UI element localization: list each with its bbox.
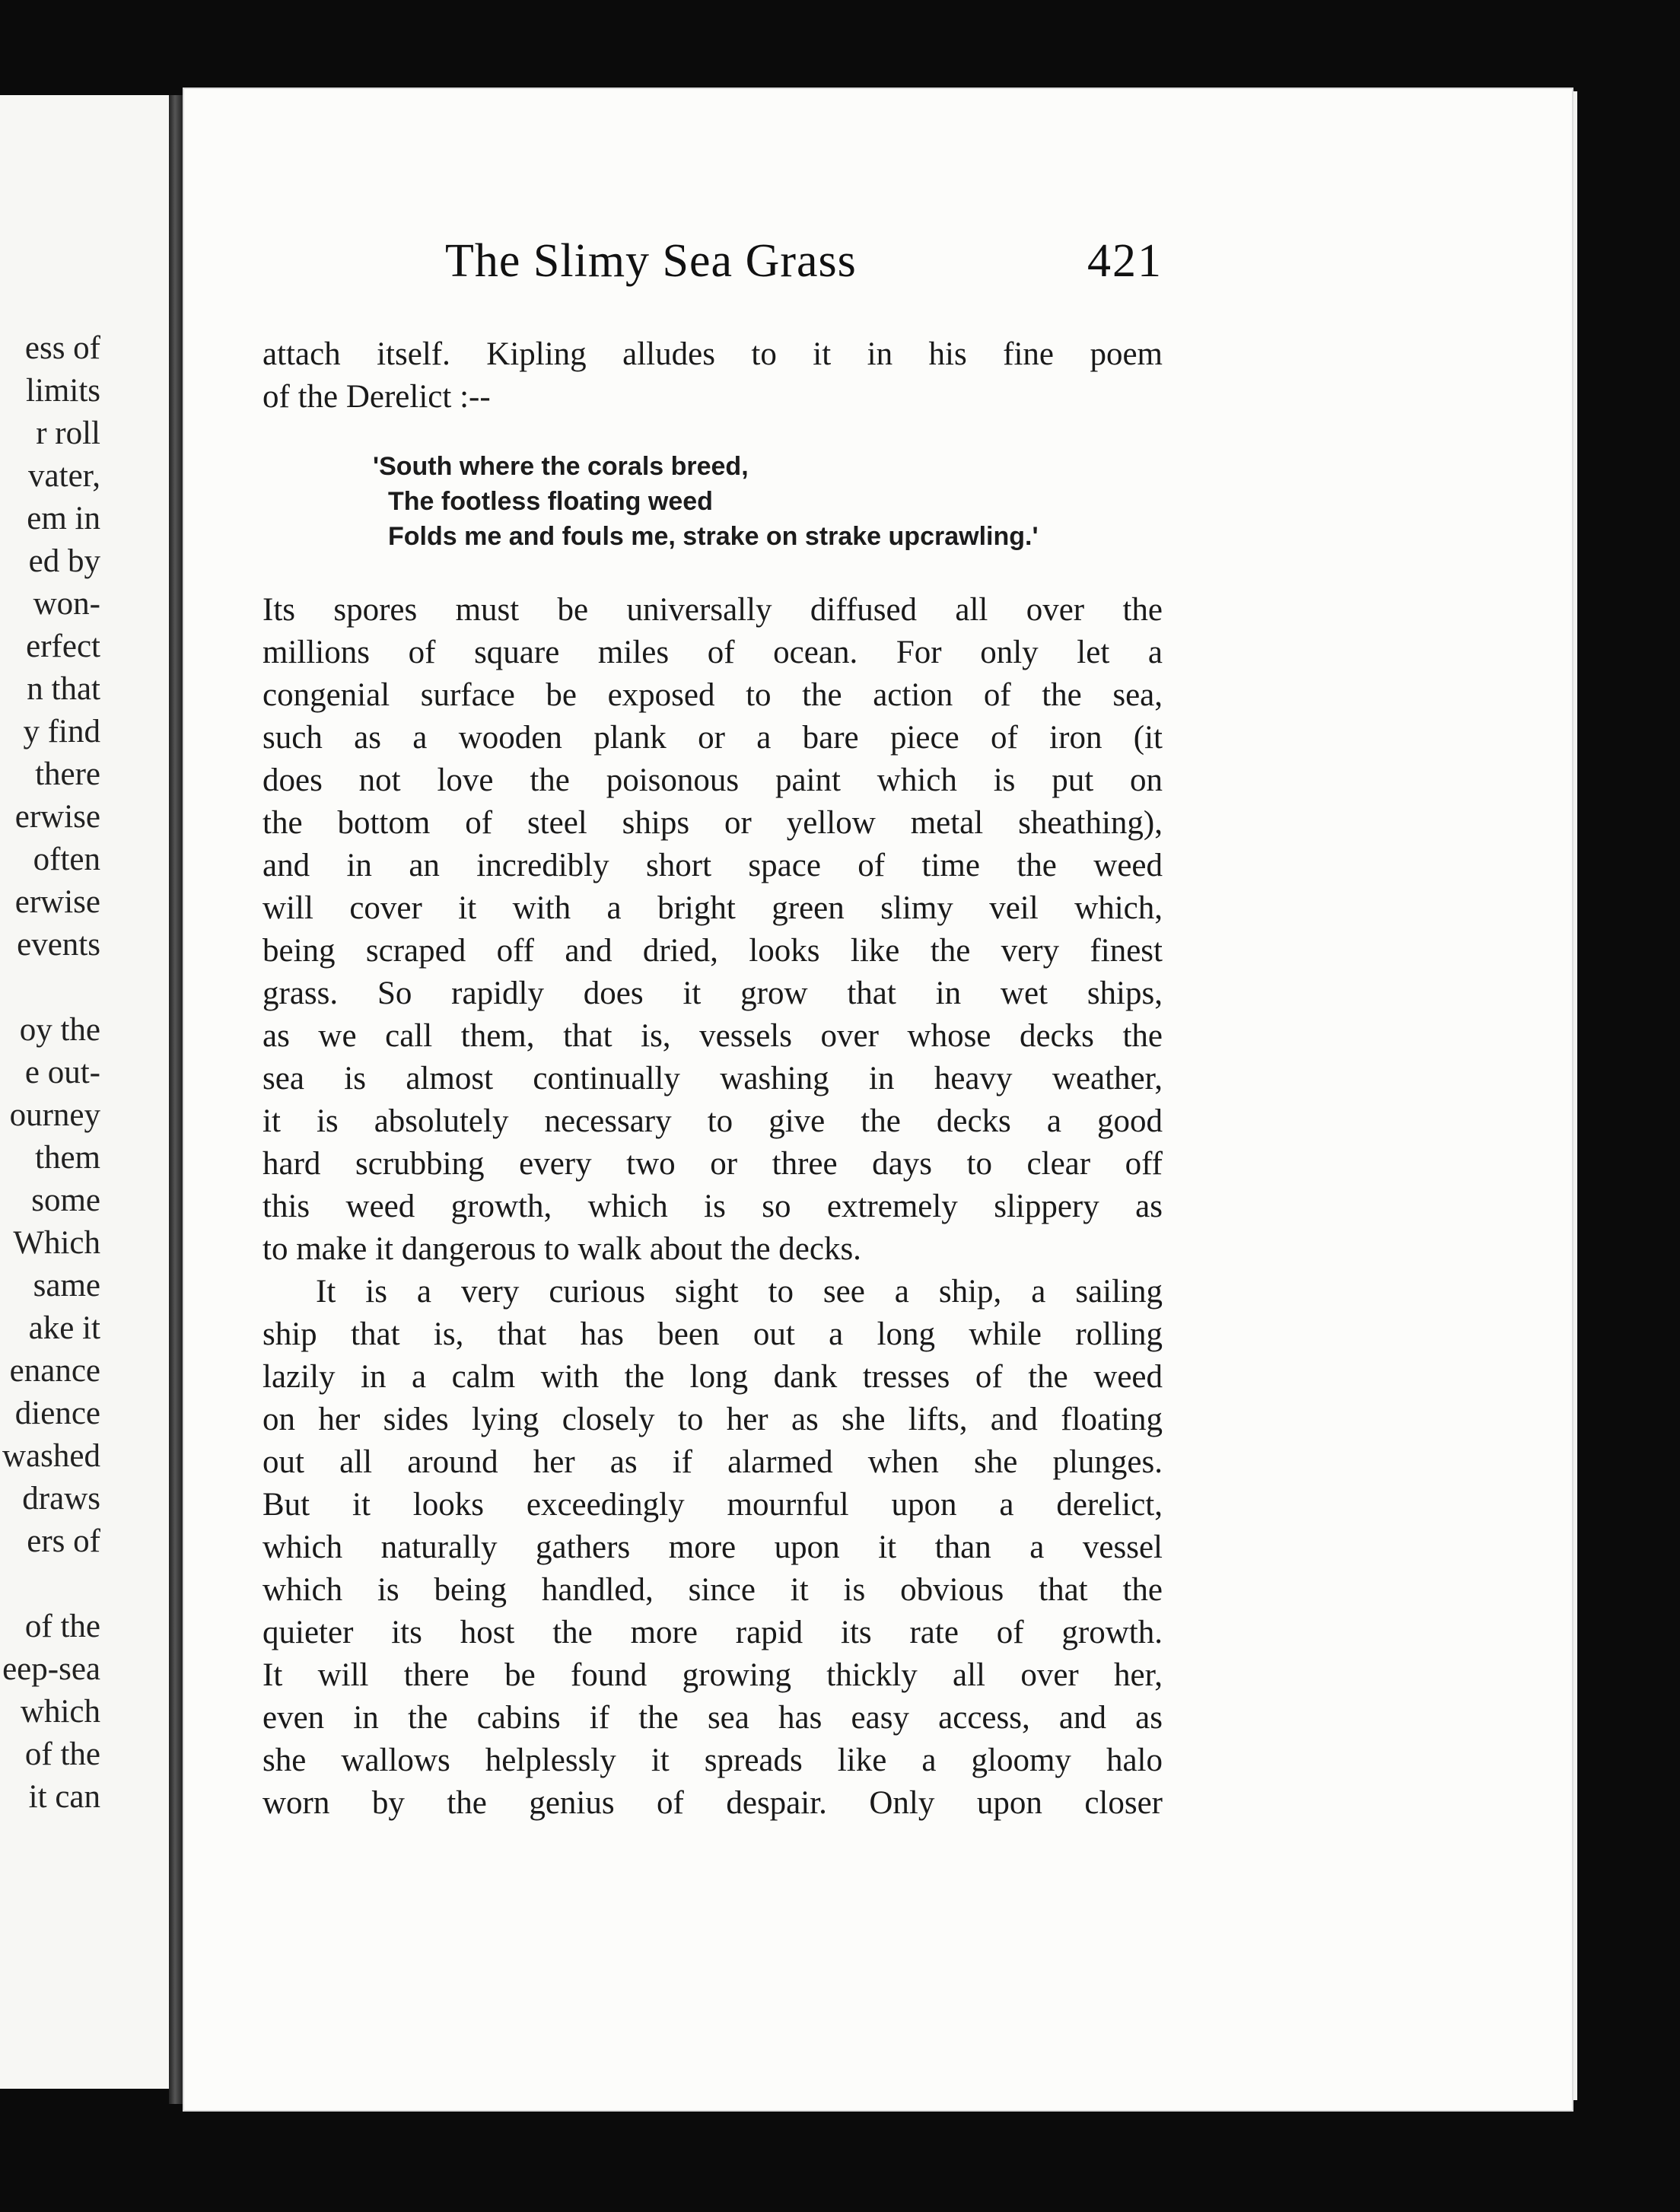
previous-page-line: draws [22, 1481, 100, 1517]
paragraph-line: to make it dangerous to walk about the decks. [262, 1231, 861, 1267]
previous-page-line: there [35, 756, 100, 792]
paragraph-line: on her sides lying closely to her as she lifts, and floating [262, 1402, 1163, 1437]
previous-page-line: ed by [28, 543, 100, 579]
previous-page-line: r roll [36, 415, 100, 451]
paragraph-line: It is a very curious sight to see a ship, a sailing [316, 1274, 1163, 1310]
previous-page-line: ake it [28, 1310, 100, 1346]
paragraph-line: worn by the genius of despair. Only upon closer [262, 1785, 1163, 1821]
previous-page-line: y find [23, 714, 100, 750]
previous-page-line: dience [14, 1396, 100, 1431]
previous-page-line: vater, [28, 458, 100, 494]
previous-page-line: enance [9, 1353, 100, 1389]
paragraph-line: and in an incredibly short space of time the weed [262, 848, 1163, 883]
previous-page-line: erwise [14, 884, 100, 920]
paragraph-line: congenial surface be exposed to the action of the sea, [262, 677, 1163, 713]
paragraph-line: which is being handled, since it is obvious that the [262, 1572, 1163, 1608]
poem-line: Folds me and fouls me, strake on strake upcrawling.' [388, 522, 1039, 551]
previous-page-line: washed [2, 1438, 100, 1474]
paragraph-line: the bottom of steel ships or yellow metal sheathing), [262, 805, 1163, 841]
previous-page-line: events [17, 927, 100, 963]
paragraph-line: ship that is, that has been out a long while rolling [262, 1316, 1163, 1352]
book-spine [169, 95, 184, 2104]
running-head [262, 234, 1163, 295]
previous-page-line: ourney [9, 1097, 100, 1133]
poem-line: The footless floating weed [388, 487, 713, 516]
previous-page-line: ers of [27, 1523, 100, 1559]
paragraph-line: hard scrubbing every two or three days to clear off [262, 1146, 1163, 1182]
paragraph-line: out all around her as if alarmed when she plunges. [262, 1444, 1163, 1480]
previous-page-line: erfect [26, 629, 100, 664]
poem-line: 'South where the corals breed, [373, 452, 749, 481]
paragraph-line: lazily in a calm with the long dank tresses of the weed [262, 1359, 1163, 1395]
previous-page-line: won- [33, 586, 100, 622]
paragraph-line: she wallows helplessly it spreads like a gloomy halo [262, 1743, 1163, 1778]
page-number: 421 [1087, 235, 1163, 287]
paragraph-line: as we call them, that is, vessels over whose decks the [262, 1018, 1163, 1054]
previous-page-line: e out- [24, 1055, 100, 1090]
previous-page-line: often [33, 842, 100, 877]
paragraph-line: being scraped off and dried, looks like the very finest [262, 933, 1163, 969]
previous-page-line: oy the [19, 1012, 100, 1048]
previous-page-line: n that [27, 671, 100, 707]
previous-page-line: of the [24, 1609, 100, 1644]
previous-page [0, 95, 173, 2089]
previous-page-line: ess of [24, 330, 100, 366]
paragraph-line: sea is almost continually washing in heavy weather, [262, 1061, 1163, 1096]
paragraph-line: millions of square miles of ocean. For only let a [262, 635, 1163, 670]
paragraph-line: will cover it with a bright green slimy veil which, [262, 890, 1163, 926]
running-head-title: The Slimy Sea Grass [445, 235, 857, 287]
previous-page-line: them [35, 1140, 100, 1176]
previous-page-line: some [31, 1182, 100, 1218]
intro-line: of the Derelict :-- [262, 379, 491, 415]
paragraph-line: even in the cabins if the sea has easy access, and as [262, 1700, 1163, 1736]
paragraph-line: It will there be found growing thickly all over her, [262, 1657, 1163, 1693]
paragraph-line: Its spores must be universally diffused all over the [262, 592, 1163, 628]
previous-page-line: same [33, 1268, 100, 1303]
paragraph-line: such as a wooden plank or a bare piece of iron (it [262, 720, 1163, 756]
paragraph-line: which naturally gathers more upon it than a vessel [262, 1529, 1163, 1565]
paragraph-line: it is absolutely necessary to give the decks a good [262, 1103, 1163, 1139]
previous-page-line: limits [26, 373, 100, 409]
paragraph-line: grass. So rapidly does it grow that in wet ships, [262, 976, 1163, 1011]
previous-page-line: of the [24, 1736, 100, 1772]
paragraph-line: does not love the poisonous paint which is put on [262, 762, 1163, 798]
intro-line: attach itself. Kipling alludes to it in his fine poem [262, 336, 1163, 372]
paragraph-line: this weed growth, which is so extremely slippery as [262, 1189, 1163, 1224]
previous-page-line: Which [13, 1225, 100, 1261]
previous-page-line: it can [28, 1779, 100, 1815]
previous-page-line: eep-sea [2, 1651, 100, 1687]
previous-page-line: em in [27, 501, 100, 536]
paragraph-line: But it looks exceedingly mournful upon a derelict, [262, 1487, 1163, 1523]
previous-page-line: which [20, 1694, 100, 1730]
paragraph-line: quieter its host the more rapid its rate of growth. [262, 1615, 1163, 1650]
previous-page-line: erwise [14, 799, 100, 835]
